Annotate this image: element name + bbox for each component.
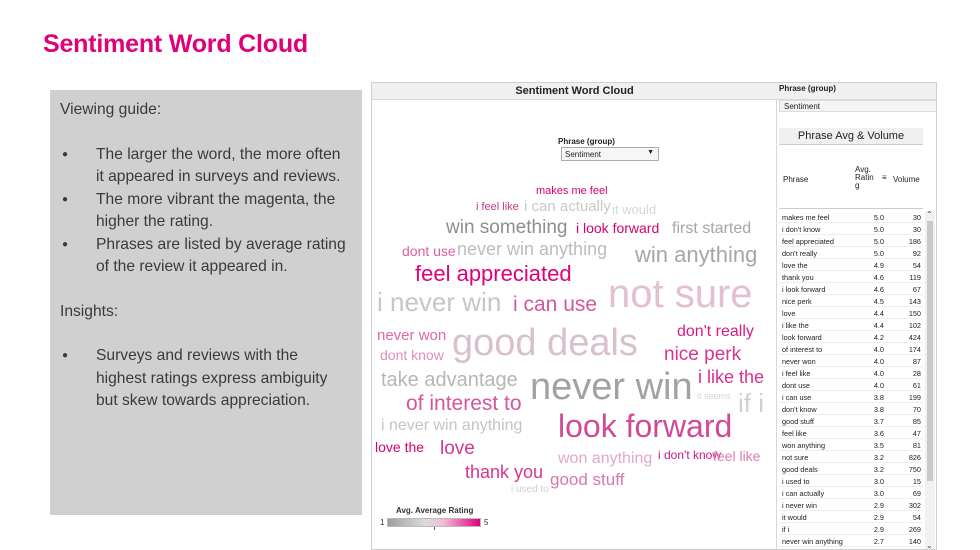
table-row[interactable] (779, 403, 923, 415)
row-phrase: thank you (782, 273, 814, 282)
cloud-word[interactable]: i never win (377, 287, 502, 317)
row-rating: 4.0 (873, 369, 884, 378)
row-phrase: don't really (782, 249, 818, 258)
insights-heading: Insights: (60, 302, 119, 320)
cloud-word[interactable]: i feel like (476, 201, 519, 213)
row-rating: 3.0 (873, 489, 884, 498)
table-row[interactable] (779, 499, 923, 511)
side-filter-value[interactable]: Sentiment (779, 100, 937, 112)
legend-min: 1 (380, 518, 385, 527)
table-title: Phrase Avg & Volume (779, 128, 923, 145)
row-phrase: good stuff (782, 417, 814, 426)
row-rating: 4.4 (873, 309, 884, 318)
cloud-word[interactable]: don't really (677, 323, 754, 340)
row-volume: 186 (908, 237, 921, 246)
col-header-phrase[interactable]: Phrase (783, 175, 809, 184)
row-rating: 5.0 (873, 237, 884, 246)
row-volume: 69 (912, 489, 921, 498)
row-phrase: love the (782, 261, 808, 270)
row-volume: 174 (908, 345, 921, 354)
row-phrase: won anything (782, 441, 826, 450)
row-rating: 3.2 (873, 453, 884, 462)
row-volume: 54 (912, 261, 921, 270)
cloud-word[interactable]: first started (672, 220, 752, 237)
cloud-word[interactable]: love (440, 438, 475, 459)
table-row[interactable] (779, 463, 923, 475)
legend-max: 5 (484, 518, 489, 527)
row-volume: 15 (912, 477, 921, 486)
table-row[interactable] (779, 271, 923, 283)
table-row[interactable] (779, 211, 923, 223)
row-phrase: look forward (782, 333, 822, 342)
cloud-word[interactable]: if i (738, 388, 764, 418)
table-row[interactable] (779, 391, 923, 403)
viewing-guide-panel (50, 90, 362, 515)
legend-color-bar (387, 518, 481, 527)
cloud-word[interactable]: never won (377, 327, 447, 344)
cloud-word[interactable]: never win (530, 366, 693, 408)
table-row[interactable] (779, 319, 923, 331)
row-volume: 140 (908, 537, 921, 546)
table-row[interactable] (779, 439, 923, 451)
row-volume: 81 (912, 441, 921, 450)
cloud-word[interactable]: i never win anything (381, 417, 523, 434)
row-rating: 5.0 (873, 249, 884, 258)
table-body (779, 211, 923, 547)
chevron-down-icon: ▼ (647, 149, 654, 156)
table-row[interactable] (779, 511, 923, 523)
cloud-word[interactable]: win anything (635, 242, 758, 267)
row-rating: 4.6 (873, 285, 884, 294)
cloud-word[interactable]: i look forward (576, 220, 660, 236)
slide-title: Sentiment Word Cloud (43, 30, 308, 58)
table-row[interactable] (779, 295, 923, 307)
guide-bullet: ● The larger the word, the more often it appeared in surveys and reviews. (60, 144, 352, 189)
scroll-down-icon[interactable]: ⌄ (926, 541, 933, 550)
cloud-word[interactable]: makes me feel (536, 185, 608, 197)
table-row[interactable] (779, 427, 923, 439)
table-row[interactable] (779, 235, 923, 247)
table-row[interactable] (779, 535, 923, 547)
row-volume: 150 (908, 309, 921, 318)
table-row[interactable] (779, 523, 923, 535)
cloud-word[interactable]: good deals (452, 322, 638, 364)
filter-value: Sentiment (565, 150, 602, 159)
row-phrase: never win anything (782, 537, 843, 546)
row-volume: 30 (912, 225, 921, 234)
legend-title: Avg. Average Rating (396, 506, 474, 515)
row-phrase: don't know (782, 405, 817, 414)
row-volume: 199 (908, 393, 921, 402)
cloud-word[interactable]: it seems (697, 391, 731, 401)
row-rating: 3.6 (873, 429, 884, 438)
row-phrase: i feel like (782, 369, 811, 378)
row-rating: 4.5 (873, 297, 884, 306)
row-phrase: good deals (782, 465, 818, 474)
insight-bullet: ● Surveys and reviews with the highest ratings express ambiguity but skew towards appreciation. (60, 345, 352, 413)
row-volume: 750 (908, 465, 921, 474)
table-row[interactable] (779, 259, 923, 271)
cloud-word[interactable]: i don't know (658, 448, 721, 462)
row-volume: 143 (908, 297, 921, 306)
row-phrase: i can use (782, 393, 812, 402)
row-volume: 102 (908, 321, 921, 330)
table-row[interactable] (779, 379, 923, 391)
cloud-word[interactable]: i like the (698, 367, 765, 387)
guide-bullet: ● Phrases are listed by average rating of the review it appeared in. (60, 234, 352, 279)
table-row[interactable] (779, 331, 923, 343)
row-rating: 2.7 (873, 537, 884, 546)
row-volume: 30 (912, 213, 921, 222)
phrase-group-dropdown[interactable] (561, 147, 659, 161)
cloud-word[interactable]: feel like (713, 448, 761, 464)
cloud-word[interactable]: look forward (558, 408, 733, 444)
row-rating: 4.0 (873, 357, 884, 366)
row-volume: 269 (908, 525, 921, 534)
row-rating: 4.4 (873, 321, 884, 330)
table-row[interactable] (779, 247, 923, 259)
cloud-word[interactable]: of interest to (406, 392, 522, 415)
cloud-word[interactable]: thank you (465, 462, 544, 482)
row-phrase: not sure (782, 453, 809, 462)
row-volume: 67 (912, 285, 921, 294)
row-phrase: it would (782, 513, 807, 522)
row-phrase: feel like (782, 429, 807, 438)
row-volume: 119 (909, 273, 921, 282)
row-volume: 87 (912, 357, 921, 366)
row-volume: 92 (912, 249, 921, 258)
row-phrase: i don't know (782, 225, 821, 234)
cloud-word[interactable]: i can use (513, 293, 598, 316)
row-volume: 424 (908, 333, 921, 342)
row-volume: 826 (908, 453, 921, 462)
row-volume: 28 (912, 369, 921, 378)
table-row[interactable] (779, 451, 923, 463)
row-phrase: nice perk (782, 297, 812, 306)
cloud-word[interactable]: i used to (511, 484, 549, 495)
cloud-word[interactable]: win something (446, 217, 568, 238)
row-rating: 4.9 (873, 261, 884, 270)
row-rating: 3.0 (873, 477, 884, 486)
table-row[interactable] (779, 475, 923, 487)
table-row[interactable] (779, 415, 923, 427)
table-scrollbar[interactable] (925, 211, 935, 549)
row-rating: 4.0 (873, 345, 884, 354)
row-rating: 3.8 (873, 393, 884, 402)
row-rating: 3.7 (873, 417, 884, 426)
table-row[interactable] (779, 223, 923, 235)
row-rating: 4.2 (873, 333, 884, 342)
row-rating: 3.2 (873, 465, 884, 474)
row-rating: 4.0 (873, 381, 884, 390)
scroll-up-icon[interactable]: ⌃ (926, 210, 933, 219)
row-volume: 61 (912, 381, 921, 390)
row-rating: 5.0 (873, 225, 884, 234)
cloud-word[interactable]: it would (612, 202, 657, 217)
row-rating: 4.6 (873, 273, 884, 282)
guide-list (60, 144, 352, 279)
cloud-word[interactable]: dont know (380, 347, 444, 363)
table-row[interactable] (779, 283, 923, 295)
row-phrase: dont use (782, 381, 810, 390)
scroll-thumb[interactable] (927, 221, 933, 481)
sort-icon[interactable]: ≡ (882, 173, 887, 182)
row-phrase: i look forward (782, 285, 826, 294)
cloud-word[interactable]: good stuff (550, 470, 625, 489)
row-rating: 5.0 (873, 213, 884, 222)
col-header-volume[interactable]: Volume (893, 175, 920, 184)
cloud-word[interactable]: never win anything (457, 239, 608, 259)
row-volume: 70 (912, 405, 921, 414)
cloud-word[interactable]: not sure (608, 272, 753, 316)
cloud-word[interactable]: love the (375, 439, 425, 455)
row-volume: 47 (912, 429, 921, 438)
table-row[interactable] (779, 307, 923, 319)
guide-heading: Viewing guide: (60, 101, 162, 118)
row-volume: 85 (912, 417, 921, 426)
row-volume: 302 (908, 501, 921, 510)
row-phrase: of interest to (782, 345, 823, 354)
cloud-word[interactable]: feel appreciated (415, 261, 572, 286)
row-volume: 54 (912, 513, 921, 522)
row-rating: 2.9 (873, 501, 884, 510)
dashboard (371, 82, 937, 550)
row-rating: 2.9 (873, 513, 884, 522)
table-row[interactable] (779, 343, 923, 355)
guide-bullet: ● The more vibrant the magenta, the higher the rating. (60, 189, 352, 234)
row-rating: 2.9 (873, 525, 884, 534)
insights-list (60, 345, 352, 413)
col-header-rating[interactable]: Avg. Ratin g (855, 165, 874, 190)
row-phrase: i never win (782, 501, 817, 510)
row-rating: 3.8 (873, 405, 884, 414)
cloud-title: Sentiment Word Cloud (515, 85, 634, 97)
row-phrase: if i (782, 525, 790, 534)
cloud-word[interactable]: won anything (558, 450, 653, 467)
filter-label: Phrase (group) (558, 137, 615, 146)
table-row[interactable] (779, 487, 923, 499)
row-rating: 3.5 (873, 441, 884, 450)
word-cloud-pane (372, 100, 777, 550)
side-filter-label: Phrase (group) (779, 84, 836, 93)
cloud-word[interactable]: dont use (402, 243, 456, 259)
cloud-word[interactable]: i can actually (524, 198, 611, 215)
legend-tick (434, 527, 435, 530)
row-phrase: never won (782, 357, 816, 366)
cloud-word[interactable]: take advantage (381, 369, 518, 391)
row-phrase: i like the (782, 321, 809, 330)
table-row[interactable] (779, 355, 923, 367)
row-phrase: feel appreciated (782, 237, 834, 246)
row-phrase: i can actually (782, 489, 825, 498)
row-phrase: makes me feel (782, 213, 830, 222)
table-row[interactable] (779, 367, 923, 379)
row-phrase: love (782, 309, 796, 318)
table-header (779, 147, 923, 209)
row-phrase: i used to (782, 477, 810, 486)
cloud-word[interactable]: nice perk (664, 344, 742, 365)
